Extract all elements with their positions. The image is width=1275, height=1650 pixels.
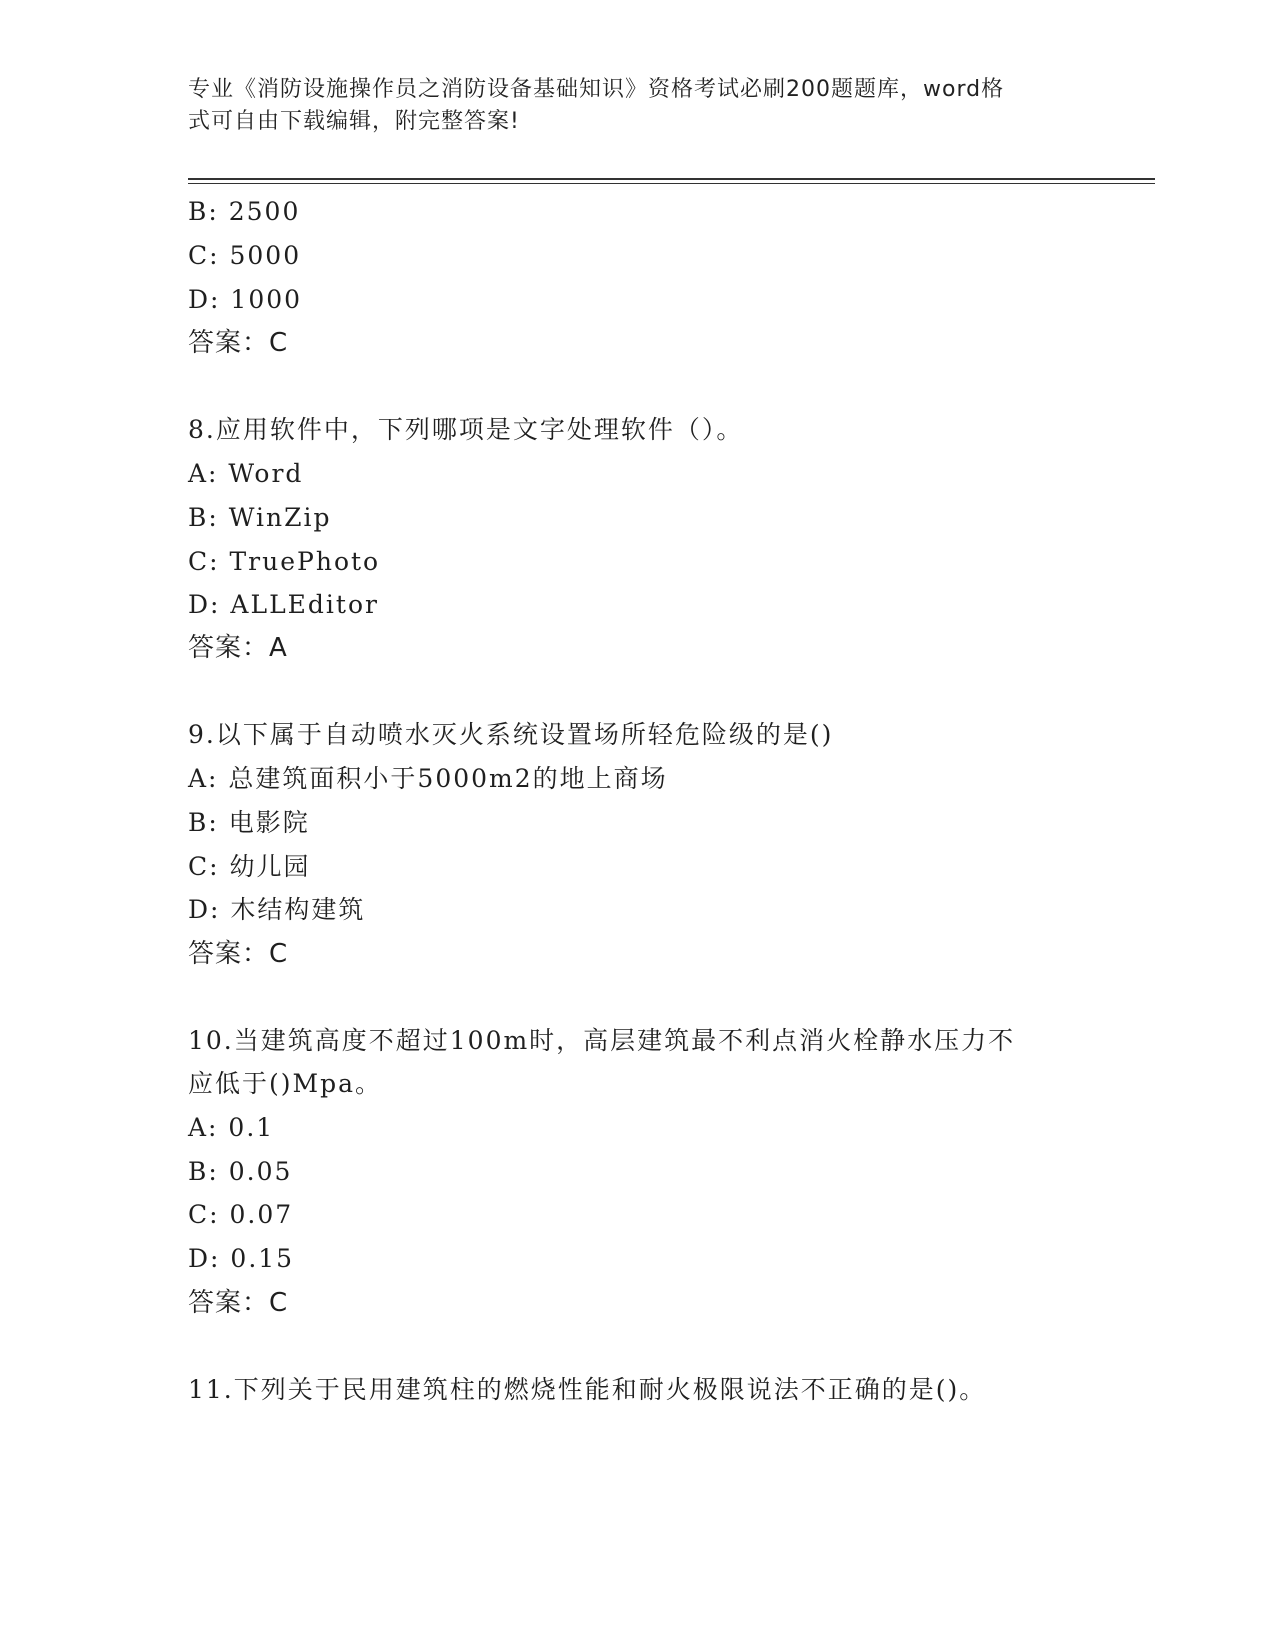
q9-option-d: D: 木结构建筑: [188, 895, 366, 924]
q9-option-b: B: 电影院: [188, 808, 310, 837]
q8-option-d: D: ALLEditor: [188, 590, 379, 619]
q9-answer: 答案：C: [188, 939, 289, 969]
q7-option-b: B: 2500: [188, 197, 301, 226]
q11-stem: 11.下列关于民用建筑柱的燃烧性能和耐火极限说法不正确的是()。: [188, 1375, 987, 1404]
q7-option-c: C: 5000: [188, 241, 302, 270]
header-rule-thin: [188, 183, 1155, 184]
q8-option-b: B: WinZip: [188, 503, 332, 532]
q10-option-c: C: 0.07: [188, 1200, 294, 1229]
q9-option-a: A: 总建筑面积小于5000m2的地上商场: [188, 764, 668, 793]
header-title-line1: 专业《消防设施操作员之消防设备基础知识》资格考试必刷200题题库，word格: [188, 77, 1005, 102]
q9-stem: 9.以下属于自动喷水灭火系统设置场所轻危险级的是(): [188, 720, 834, 749]
q8-option-a: A: Word: [188, 459, 304, 488]
header-title-line2: 式可自由下载编辑，附完整答案!: [188, 109, 520, 134]
document-header: [188, 74, 1088, 138]
q8-answer: 答案：A: [188, 633, 288, 663]
q9-option-c: C: 幼儿园: [188, 852, 311, 881]
q10-stem-line2: 应低于()Mpa。: [188, 1069, 383, 1098]
q10-answer: 答案：C: [188, 1288, 289, 1318]
q8-stem: 8.应用软件中，下列哪项是文字处理软件（）。: [188, 415, 744, 444]
q10-stem-line1: 10.当建筑高度不超过100m时，高层建筑最不利点消火栓静水压力不: [188, 1026, 1016, 1055]
q7-option-d: D: 1000: [188, 285, 303, 314]
header-rule-thick: [188, 178, 1155, 180]
q10-option-b: B: 0.05: [188, 1157, 293, 1186]
q8-option-c: C: TruePhoto: [188, 547, 381, 576]
q7-answer: 答案：C: [188, 328, 289, 358]
q10-option-d: D: 0.15: [188, 1244, 295, 1273]
q10-option-a: A: 0.1: [188, 1113, 275, 1142]
